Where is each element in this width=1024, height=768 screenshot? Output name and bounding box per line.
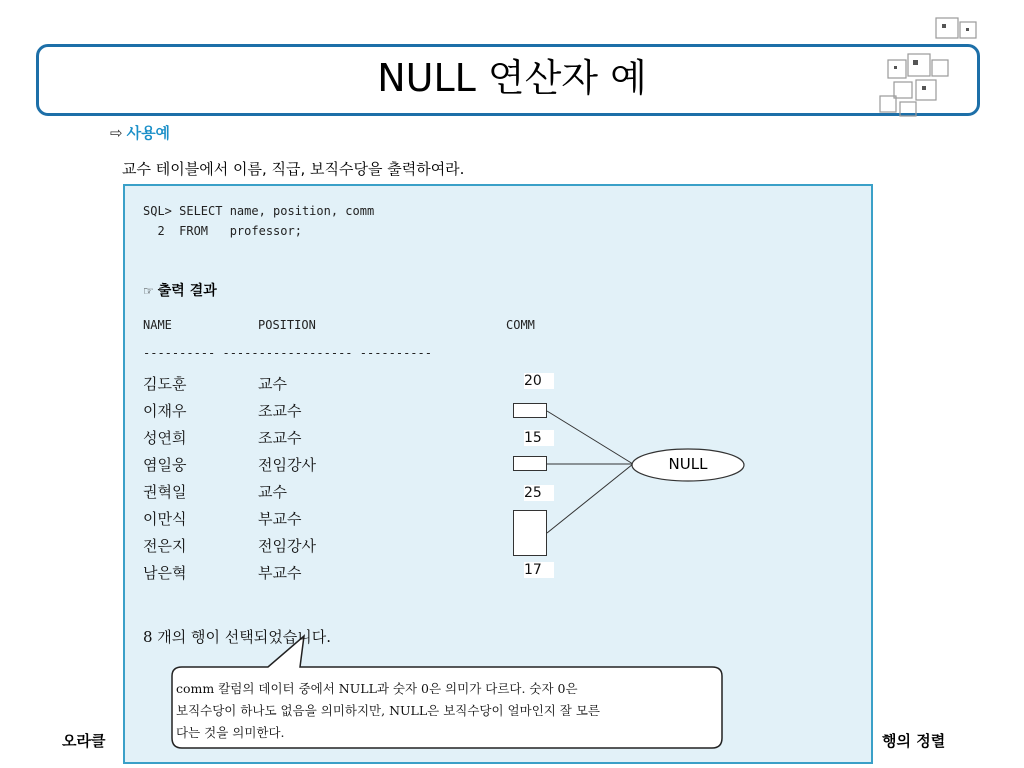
row-position: 전임강사 [258, 537, 316, 555]
usage-heading-label: 사용예 [126, 124, 171, 142]
sql-line-2: 2 FROM professor; [143, 224, 302, 238]
column-header-position: POSITION [258, 318, 316, 332]
callout-line-1: comm 칼럼의 데이터 중에서 NULL과 숫자 0은 의미가 다르다. 숫자 0은 [176, 681, 578, 696]
sql-line-1: SQL> SELECT name, position, comm [143, 204, 375, 218]
row-name: 김도훈 [143, 375, 187, 393]
pointing-hand-icon: ☞ [143, 284, 154, 298]
column-header-name: NAME [143, 318, 172, 332]
row-position: 부교수 [258, 564, 302, 582]
row-name: 성연희 [143, 429, 187, 447]
row-position: 조교수 [258, 429, 302, 447]
null-label: NULL [668, 455, 708, 473]
column-separator: ---------- ------------------ ---------- [143, 346, 432, 360]
callout-line-2: 보직수당이 하나도 없음을 의미하지만, NULL은 보직수당이 얼마인지 잘 모른 [176, 703, 601, 718]
row-position: 부교수 [258, 510, 302, 528]
row-name: 전은지 [143, 537, 187, 555]
task-description: 교수 테이블에서 이름, 직급, 보직수당을 출력하여라. [122, 160, 465, 178]
row-count-message: 8 개의 행이 선택되었습니다. [143, 628, 332, 646]
row-position: 교수 [258, 375, 287, 393]
row-position: 교수 [258, 483, 287, 501]
row-comm: 25 [524, 485, 554, 501]
footer-left-label: 오라클 [62, 732, 106, 750]
row-name: 권혁일 [143, 483, 187, 501]
arrow-icon: ⇨ [110, 124, 123, 142]
row-name: 이재우 [143, 402, 187, 420]
column-header-comm: COMM [506, 318, 535, 332]
null-pointer-line [547, 464, 633, 533]
result-heading-label: 출력 결과 [157, 283, 217, 299]
row-position: 전임강사 [258, 456, 316, 474]
row-name: 남은혁 [143, 564, 187, 582]
row-position: 조교수 [258, 402, 302, 420]
callout-line-3: 다는 것을 의미한다. [176, 725, 285, 740]
row-comm: 20 [524, 373, 554, 389]
footer-right-label: 행의 정렬 [882, 732, 946, 750]
page-title: NULL 연산자 예 [377, 56, 647, 100]
row-name: 이만식 [143, 510, 187, 528]
null-pointer-line [547, 411, 633, 464]
row-name: 염일웅 [143, 456, 187, 474]
row-comm: 17 [524, 562, 554, 578]
row-comm: 15 [524, 430, 554, 446]
